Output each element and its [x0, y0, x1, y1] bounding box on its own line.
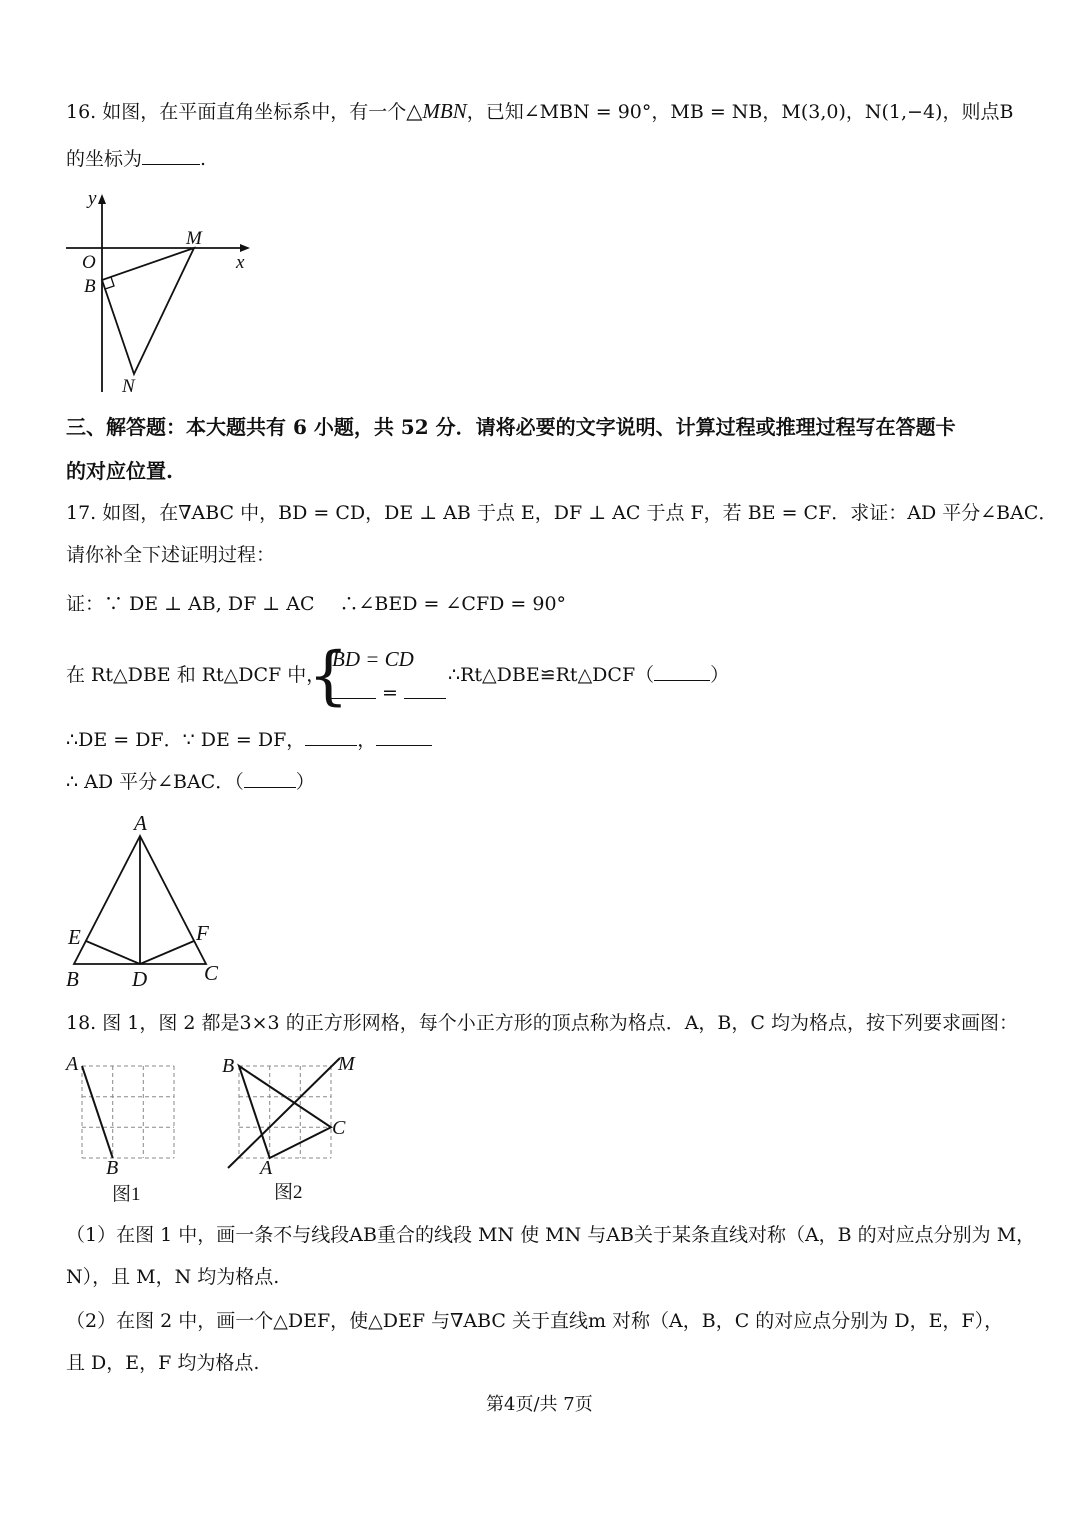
q18-part2-line1: （2）在图 2 中，画一个△DEF，使△DEF 与∇ABC 关于直线m 对称（A，B，C 的对应点分别为 D，E，F）， [66, 1310, 1004, 1332]
q16-answer-blank[interactable] [142, 144, 200, 165]
q17-label-a: A [134, 811, 147, 835]
q16-label-o: O [82, 252, 96, 273]
q17-segment-df [140, 941, 194, 964]
q17-congruence-reason-blank[interactable] [654, 660, 710, 681]
q16-triangle-mbn [102, 248, 194, 374]
q17-line1: 17. 如图，在∇ABC 中，BD = CD，DE ⊥ AB 于点 E，DF ⊥ AC 于点 F，若 BE = CF．求证：AD 平分∠BAC． [66, 502, 1058, 524]
q16-label-x: x [236, 252, 245, 273]
q17-proof4-blank[interactable] [244, 767, 296, 788]
q17-label-e: E [68, 925, 81, 949]
q18-fig1-label-b: B [106, 1157, 119, 1179]
q18-part2-line2: 且 D，E，F 均为格点. [66, 1352, 260, 1374]
q17-system-blank-left[interactable] [330, 678, 376, 699]
section3-heading-line1: 三、解答题：本大题共有 6 小题，共 52 分．请将必要的文字说明、计算过程或推理过程写在答题卡 [66, 415, 956, 439]
q16-line1-prefix: 16. 如图，在平面直角坐标系中，有一个 [66, 101, 407, 123]
page-footer: 第4页/共 7页 [486, 1394, 593, 1415]
q17-proof4-text: ∴ AD 平分∠BAC．（ [66, 771, 244, 793]
q17-proof-line4 [66, 767, 315, 797]
q18-line1: 18. 图 1，图 2 都是3×3 的正方形网格，每个小正方形的顶点称为格点．A，B，C 均为格点，按下列要求画图： [66, 1012, 1018, 1034]
q17-proof-line3 [66, 725, 432, 755]
q16-x-arrow-icon [240, 244, 250, 252]
q17-system-brace: { [308, 639, 349, 713]
q17-proof3-text: ∴DE = DF．∵ DE = DF， [66, 729, 306, 751]
q17-label-f: F [196, 921, 209, 945]
section3-heading-line2: 的对应位置. [66, 459, 173, 483]
q16-line2 [66, 144, 206, 174]
q16-line2-end: . [200, 148, 207, 170]
q18-fig2-label-b: B [222, 1055, 235, 1077]
q17-system-blank-right[interactable] [404, 678, 446, 699]
q16-line2-text: 的坐标为 [66, 148, 143, 170]
q18-fig2-label-c: C [332, 1117, 346, 1139]
q16-label-y: y [88, 188, 97, 209]
q17-system-eq: = [382, 682, 398, 704]
q17-system-top: BD = CD [332, 647, 414, 671]
q17-label-c: C [204, 961, 219, 985]
q16-label-b: B [84, 276, 96, 297]
q16-y-arrow-icon [98, 194, 106, 204]
q17-line2: 请你补全下述证明过程： [66, 544, 276, 566]
q18-fig2-caption: 图2 [274, 1182, 303, 1203]
q18-fig1-caption: 图1 [112, 1184, 141, 1205]
q17-paren-close-1: ） [710, 664, 730, 686]
q18-fig1-grid [82, 1066, 174, 1158]
q17-label-d: D [132, 967, 148, 991]
q18-fig1-segment-ab [82, 1066, 113, 1158]
q18-part1-line2: N），且 M，N 均为格点. [66, 1266, 280, 1288]
q16-figure [60, 186, 260, 398]
q17-proof2-conclusion [448, 660, 729, 690]
q17-proof-line1: 证：∵ DE ⊥ AB, DF ⊥ AC ∴∠BED = ∠CFD = 90° [66, 593, 567, 615]
q17-figure [60, 808, 230, 993]
q17-segment-de [86, 941, 140, 964]
q16-line1 [66, 96, 1013, 127]
q18-part1-line1: （1）在图 1 中，画一条不与线段AB重合的线段 MN 使 MN 与AB关于某条直线对称（A，B 的对应点分别为 M， [66, 1224, 1036, 1246]
q18-fig2-label-m: M [338, 1053, 355, 1075]
q18-figure-1 [60, 1050, 200, 1210]
q17-system-bottom [330, 678, 446, 708]
q17-proof2-prefix: 在 Rt△DBE 和 Rt△DCF 中， [66, 664, 326, 686]
q17-proof3-blank-2[interactable] [376, 725, 432, 746]
q16-label-m: M [186, 228, 202, 249]
q16-triangle-name: △MBN [406, 99, 467, 123]
q18-fig2-label-a: A [260, 1157, 273, 1179]
q17-paren-close-2: ） [295, 771, 315, 793]
q16-line1-mid: ，已知∠MBN = 90°，MB = NB，M(3,0)，N(1,−4)，则点B [466, 101, 1014, 123]
q17-label-b: B [66, 967, 79, 991]
q17-proof3-comma: ， [357, 729, 377, 751]
q17-congruence-text: ∴Rt△DBE≌Rt△DCF（ [448, 664, 655, 686]
q18-fig1-label-a: A [66, 1053, 79, 1075]
q18-figure-2 [210, 1050, 370, 1210]
q16-label-n: N [122, 376, 135, 397]
q17-proof3-blank-1[interactable] [305, 725, 357, 746]
